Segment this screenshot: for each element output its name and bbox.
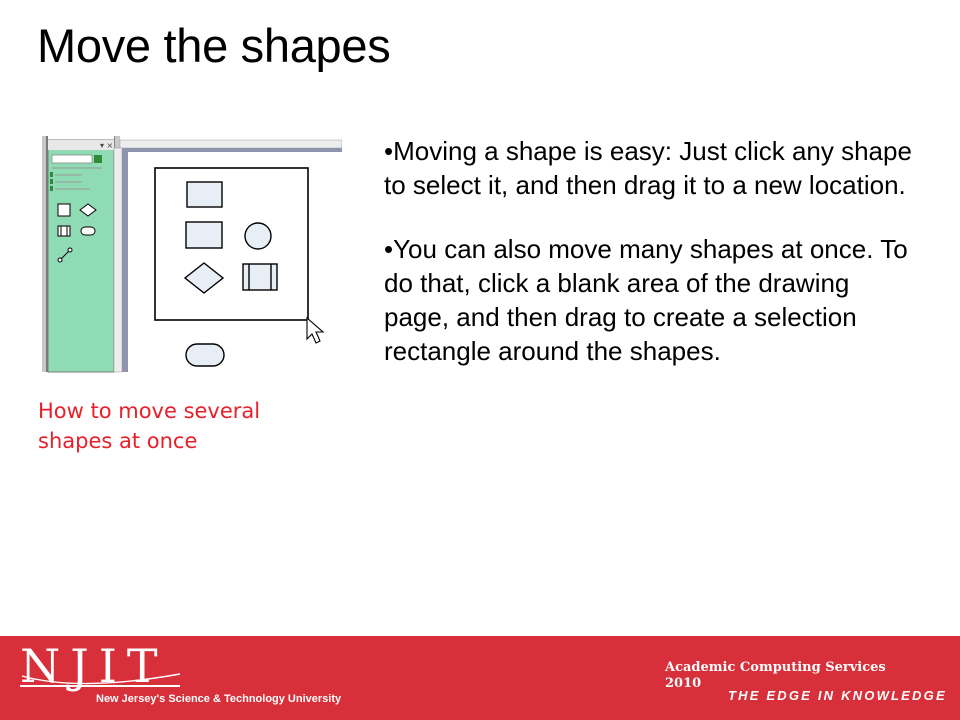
flowchart-square-2 [186,222,222,248]
stencil-square-icon [58,204,70,216]
org-name: Academic Computing Services [665,660,886,675]
svg-text:▾ ×: ▾ × [100,141,114,150]
window-edge [42,136,46,372]
visio-move-shapes-illustration [42,136,342,376]
top-ruler [120,140,342,148]
bullet-list [384,134,914,398]
flowchart-circle [245,223,271,249]
svg-text:New Jersey's Science & Technol: New Jersey's Science & Technology University [96,693,342,705]
tagline: THE EDGE IN KNOWLEDGE [728,688,947,703]
svg-text:NJIT: NJIT [20,639,168,693]
flowchart-square-1 [187,182,222,207]
bullet-item: •Moving a shape is easy: Just click any shape to select it, and then drag it to a new location. [384,136,912,200]
flowchart-terminator [186,344,224,366]
stencil-terminator-icon [81,227,95,235]
illustration-caption: How to move several shapes at once [38,399,261,453]
drawing-page [128,152,342,372]
njit-logo [0,636,360,720]
slide-title: Move the shapes [37,19,391,72]
flowchart-process [243,264,277,290]
shapes-search-box [52,155,92,163]
org-year: 2010 [665,676,702,691]
bullet-item: •You can also move many shapes at once. To do that, click a blank area of the drawing page, and then drag to create a selection rectangle around the shapes. [384,234,908,366]
stencil-process-icon [58,226,70,236]
footer-bar [0,636,960,720]
left-ruler [114,148,122,372]
